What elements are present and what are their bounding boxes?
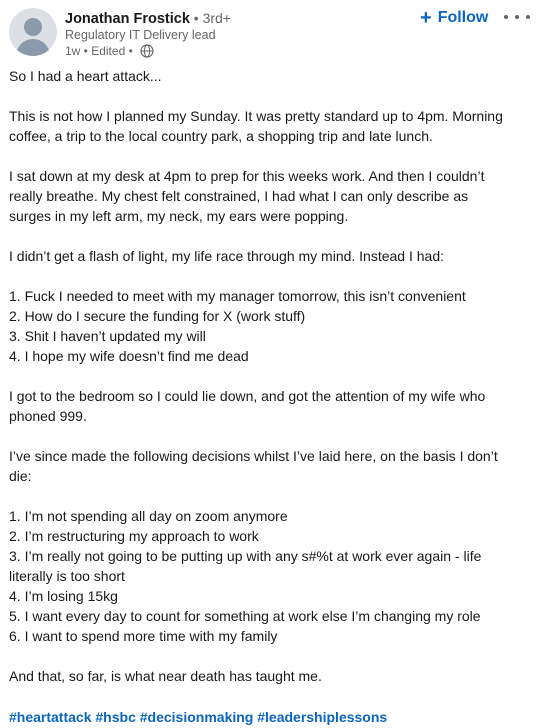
edited-label: • Edited • [80, 44, 137, 58]
post-text-line: This is not how I planned my Sunday. It was pretty standard up to 4pm. Morning [9, 108, 503, 124]
author-name-line [65, 9, 231, 28]
connection-degree: • 3rd+ [189, 10, 231, 26]
post-text-line: coffee, a trip to the local country park, a shopping trip and late lunch. [9, 128, 433, 144]
post-text-line: 2. I’m restructuring my approach to work [9, 528, 259, 544]
post-text-line: 6. I want to spend more time with my family [9, 628, 278, 644]
post-text-line: I didn’t get a flash of light, my life race through my mind. Instead I had: [9, 248, 445, 264]
paragraph-gap [9, 426, 531, 446]
post-timestamp[interactable]: 1w [65, 44, 81, 58]
hashtag-link[interactable]: #heartattack [9, 709, 92, 725]
post-text-line: I sat down at my desk at 4pm to prep for this weeks work. And then I couldn’t [9, 168, 485, 184]
post-text-line: I’ve since made the following decisions whilst I’ve laid here, on the basis I don’t [9, 448, 498, 464]
paragraph-gap [9, 86, 531, 106]
post-meta [65, 43, 154, 59]
post-text [9, 66, 531, 686]
post-text-line: 3. Shit I haven’t updated my will [9, 328, 206, 344]
post-text-line: literally is too short [9, 568, 125, 584]
post-text-line: 3. I’m really not going to be putting up with any s#%t at work ever again - life [9, 548, 482, 564]
post-text-line: die: [9, 468, 32, 484]
hashtag-link[interactable]: #leadershiplessons [257, 709, 388, 725]
hashtag-link[interactable]: #hsbc [95, 709, 136, 725]
plus-icon: + [420, 7, 432, 29]
avatar-placeholder-body [16, 39, 50, 56]
globe-icon [140, 44, 154, 58]
post-text-line: 4. I hope my wife doesn’t find me dead [9, 348, 249, 364]
more-horizontal-icon [504, 15, 508, 19]
more-options-button[interactable] [504, 8, 530, 26]
paragraph-gap [9, 266, 531, 286]
post-text-line: 1. I’m not spending all day on zoom anymore [9, 508, 288, 524]
paragraph-gap [9, 646, 531, 666]
more-horizontal-icon [515, 15, 519, 19]
author-headline: Regulatory IT Delivery lead [65, 28, 216, 42]
post-text-line: I got to the bedroom so I could lie down, and got the attention of my wife who [9, 388, 486, 404]
post-text-line: 4. I’m losing 15kg [9, 588, 118, 604]
follow-label: Follow [437, 9, 489, 26]
author-name[interactable]: Jonathan Frostick [65, 11, 190, 27]
paragraph-gap [9, 366, 531, 386]
paragraph-gap [9, 226, 531, 246]
more-horizontal-icon [526, 15, 530, 19]
avatar-placeholder-head [24, 18, 42, 36]
post-text-line: surges in my left arm, my neck, my ears were popping. [9, 208, 349, 224]
post-text-line: really breathe. My chest felt constrained, I had what I can only describe as [9, 188, 469, 204]
paragraph-gap [9, 146, 531, 166]
follow-button[interactable] [420, 7, 488, 29]
paragraph-gap [9, 486, 531, 506]
post-text-line: And that, so far, is what near death has taught me. [9, 668, 322, 684]
post-text-line: 2. How do I secure the funding for X (work stuff) [9, 308, 306, 324]
hashtag-list [9, 707, 387, 727]
post-text-line: So I had a heart attack... [9, 68, 162, 84]
post-text-line: 1. Fuck I needed to meet with my manager tomorrow, this isn’t convenient [9, 288, 466, 304]
hashtag-link[interactable]: #decisionmaking [139, 709, 254, 725]
author-avatar[interactable] [9, 8, 57, 56]
post-text-line: 5. I want every day to count for something at work else I’m changing my role [9, 608, 481, 624]
post-header [0, 0, 543, 64]
post-text-line: phoned 999. [9, 408, 87, 424]
